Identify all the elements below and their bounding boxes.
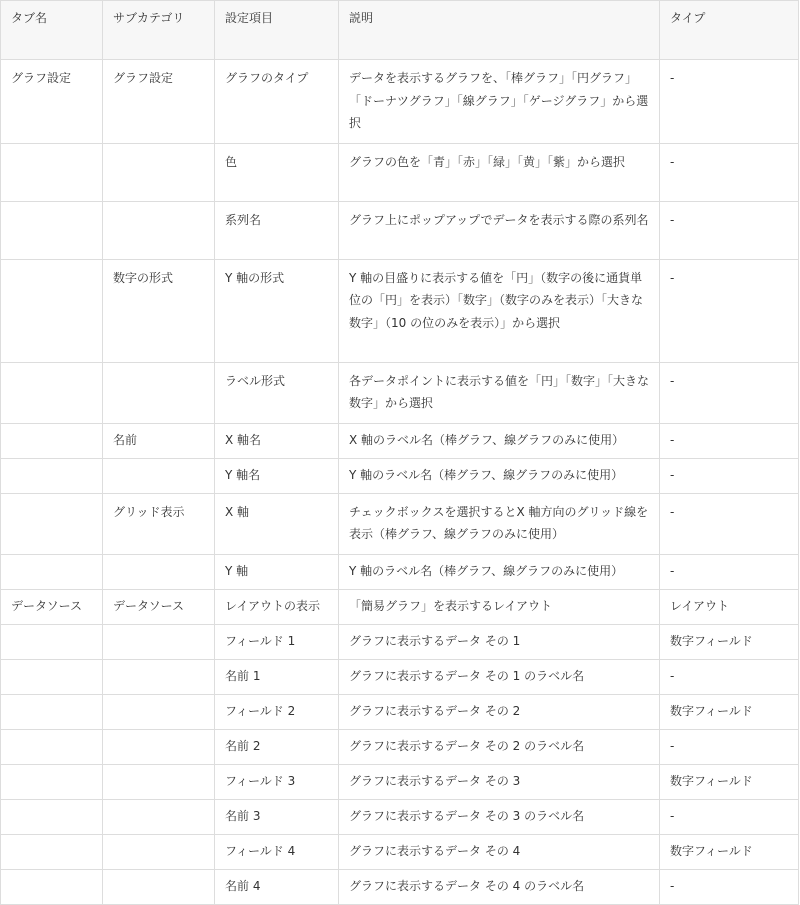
cell-setting-item: レイアウトの表示 — [215, 589, 339, 624]
cell-type: - — [660, 423, 799, 458]
table-row — [1, 143, 799, 201]
cell-tab-name — [1, 659, 103, 694]
cell-type: - — [660, 554, 799, 589]
table-row — [1, 259, 799, 362]
cell-setting-item: ラベル形式 — [215, 362, 339, 423]
cell-description: グラフに表示するデータ その 1 — [339, 624, 660, 659]
cell-setting-item: グラフのタイプ — [215, 60, 339, 144]
table-row — [1, 729, 799, 764]
table-row — [1, 423, 799, 458]
cell-setting-item: X 軸名 — [215, 423, 339, 458]
cell-sub-category — [103, 143, 215, 201]
cell-tab-name — [1, 554, 103, 589]
table-row — [1, 764, 799, 799]
cell-setting-item: 名前 1 — [215, 659, 339, 694]
cell-setting-item: 名前 4 — [215, 869, 339, 904]
cell-sub-category — [103, 799, 215, 834]
column-header-type: タイプ — [660, 1, 799, 60]
cell-tab-name — [1, 143, 103, 201]
cell-description: グラフに表示するデータ その 2 のラベル名 — [339, 729, 660, 764]
cell-description: グラフに表示するデータ その 3 のラベル名 — [339, 799, 660, 834]
table-row — [1, 624, 799, 659]
cell-description: 「簡易グラフ」を表示するレイアウト — [339, 589, 660, 624]
cell-tab-name — [1, 423, 103, 458]
cell-tab-name — [1, 764, 103, 799]
cell-description: 各データポイントに表示する値を「円」「数字」「大きな数字」から選択 — [339, 362, 660, 423]
cell-sub-category — [103, 659, 215, 694]
cell-sub-category — [103, 554, 215, 589]
cell-sub-category — [103, 764, 215, 799]
table-row — [1, 493, 799, 554]
cell-description: グラフ上にポップアップでデータを表示する際の系列名 — [339, 201, 660, 259]
cell-sub-category — [103, 834, 215, 869]
cell-setting-item: 系列名 — [215, 201, 339, 259]
cell-setting-item: Y 軸 — [215, 554, 339, 589]
cell-description: チェックボックスを選択するとX 軸方向のグリッド線を表示（棒グラフ、線グラフのみに使用） — [339, 493, 660, 554]
cell-description: グラフの色を「青」「赤」「緑」「黄」「紫」から選択 — [339, 143, 660, 201]
table-row — [1, 201, 799, 259]
table-row — [1, 869, 799, 904]
cell-tab-name — [1, 834, 103, 869]
cell-tab-name: グラフ設定 — [1, 60, 103, 144]
table-row — [1, 834, 799, 869]
cell-type: - — [660, 799, 799, 834]
cell-tab-name — [1, 729, 103, 764]
cell-tab-name — [1, 624, 103, 659]
column-header-tab-name: タブ名 — [1, 1, 103, 60]
table-row — [1, 694, 799, 729]
cell-setting-item: フィールド 3 — [215, 764, 339, 799]
cell-type: - — [660, 458, 799, 493]
cell-description: Y 軸のラベル名（棒グラフ、線グラフのみに使用） — [339, 554, 660, 589]
cell-tab-name — [1, 493, 103, 554]
table-row — [1, 799, 799, 834]
cell-setting-item: フィールド 2 — [215, 694, 339, 729]
cell-setting-item: Y 軸の形式 — [215, 259, 339, 362]
cell-type: - — [660, 60, 799, 144]
cell-sub-category — [103, 869, 215, 904]
cell-description: グラフに表示するデータ その 1 のラベル名 — [339, 659, 660, 694]
cell-sub-category: グリッド表示 — [103, 493, 215, 554]
cell-sub-category: グラフ設定 — [103, 60, 215, 144]
cell-description: Y 軸のラベル名（棒グラフ、線グラフのみに使用） — [339, 458, 660, 493]
column-header-sub-category: サブカテゴリ — [103, 1, 215, 60]
table-row — [1, 589, 799, 624]
cell-sub-category — [103, 624, 215, 659]
cell-tab-name: データソース — [1, 589, 103, 624]
cell-description: グラフに表示するデータ その 4 のラベル名 — [339, 869, 660, 904]
cell-type: 数字フィールド — [660, 834, 799, 869]
cell-tab-name — [1, 694, 103, 729]
cell-description: X 軸のラベル名（棒グラフ、線グラフのみに使用） — [339, 423, 660, 458]
cell-type: - — [660, 362, 799, 423]
cell-tab-name — [1, 458, 103, 493]
table-row — [1, 554, 799, 589]
table-body — [1, 60, 799, 905]
cell-sub-category — [103, 362, 215, 423]
cell-type: 数字フィールド — [660, 694, 799, 729]
cell-type: 数字フィールド — [660, 624, 799, 659]
cell-setting-item: X 軸 — [215, 493, 339, 554]
cell-sub-category — [103, 458, 215, 493]
cell-tab-name — [1, 799, 103, 834]
cell-description: Y 軸の目盛りに表示する値を「円」（数字の後に通貨単位の「円」を表示）「数字」（数字のみを表示）「大きな数字」（10 の位のみを表示）」から選択 — [339, 259, 660, 362]
header-row — [1, 1, 799, 60]
cell-type: - — [660, 869, 799, 904]
table-row — [1, 362, 799, 423]
cell-sub-category — [103, 201, 215, 259]
cell-type: - — [660, 659, 799, 694]
cell-type: 数字フィールド — [660, 764, 799, 799]
cell-tab-name — [1, 869, 103, 904]
cell-type: - — [660, 729, 799, 764]
cell-tab-name — [1, 362, 103, 423]
cell-type: レイアウト — [660, 589, 799, 624]
cell-description: グラフに表示するデータ その 4 — [339, 834, 660, 869]
table-row — [1, 659, 799, 694]
table-header — [1, 1, 799, 60]
cell-sub-category — [103, 694, 215, 729]
cell-setting-item: 名前 3 — [215, 799, 339, 834]
table-row — [1, 60, 799, 144]
column-header-description: 説明 — [339, 1, 660, 60]
cell-setting-item: Y 軸名 — [215, 458, 339, 493]
cell-setting-item: フィールド 1 — [215, 624, 339, 659]
cell-description: グラフに表示するデータ その 3 — [339, 764, 660, 799]
cell-type: - — [660, 143, 799, 201]
cell-tab-name — [1, 201, 103, 259]
cell-tab-name — [1, 259, 103, 362]
cell-description: データを表示するグラフを、「棒グラフ」「円グラフ」「ドーナツグラフ」「線グラフ」「ゲージグラフ」から選択 — [339, 60, 660, 144]
table-row — [1, 458, 799, 493]
cell-setting-item: 色 — [215, 143, 339, 201]
cell-type: - — [660, 259, 799, 362]
cell-description: グラフに表示するデータ その 2 — [339, 694, 660, 729]
cell-sub-category — [103, 729, 215, 764]
cell-type: - — [660, 201, 799, 259]
column-header-setting-item: 設定項目 — [215, 1, 339, 60]
cell-sub-category: 数字の形式 — [103, 259, 215, 362]
cell-setting-item: 名前 2 — [215, 729, 339, 764]
cell-type: - — [660, 493, 799, 554]
cell-sub-category: 名前 — [103, 423, 215, 458]
cell-setting-item: フィールド 4 — [215, 834, 339, 869]
cell-sub-category: データソース — [103, 589, 215, 624]
